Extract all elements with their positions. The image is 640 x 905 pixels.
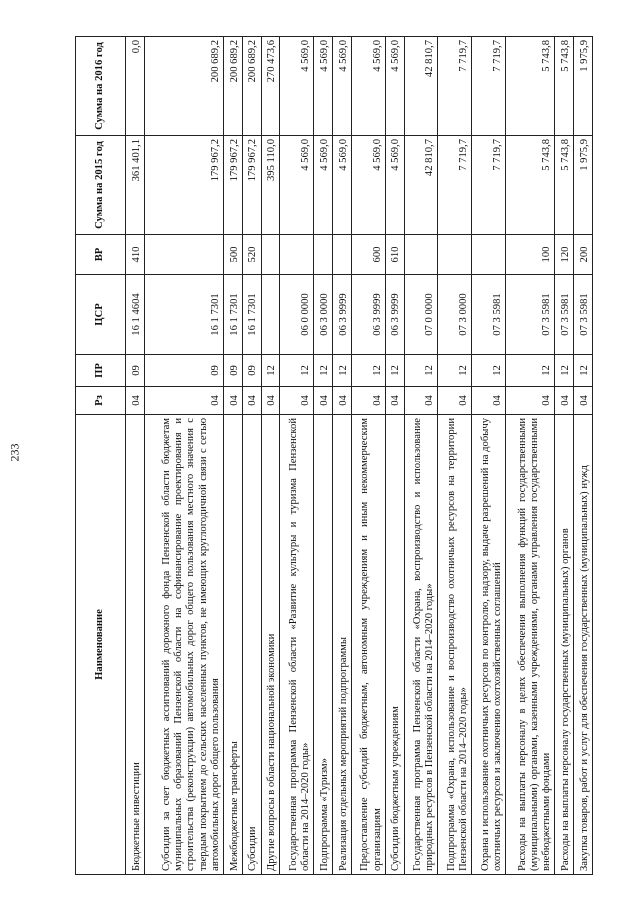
header-name: Наименование [76, 415, 126, 875]
cell-s2016: 5 743,8 [506, 37, 555, 136]
cell-rz: 04 [280, 387, 314, 415]
cell-csr: 16 1 7301 [242, 275, 261, 355]
cell-s2016: 200 689,2 [223, 37, 242, 136]
cell-name: Субсидии бюджетным учреждениям [385, 415, 404, 875]
cell-name: Государственная программа Пензенской области «Развитие культуры и туризма Пензенской области на 2014–2020 годы» [280, 415, 314, 875]
cell-vr [261, 235, 280, 275]
cell-rz: 04 [555, 387, 574, 415]
cell-rz: 04 [438, 387, 472, 415]
cell-vr: 520 [242, 235, 261, 275]
cell-s2016: 7 719,7 [438, 37, 472, 136]
header-csr: ЦСР [76, 275, 126, 355]
cell-s2016: 7 719,7 [472, 37, 506, 136]
cell-rz: 04 [351, 387, 385, 415]
cell-csr: 07 3 5981 [555, 275, 574, 355]
cell-csr: 16 1 7301 [144, 275, 223, 355]
cell-rz: 04 [126, 387, 145, 415]
cell-rz: 04 [261, 387, 280, 415]
cell-s2015: 4 569,0 [385, 136, 404, 235]
cell-s2015: 4 569,0 [333, 136, 352, 235]
page-number: 233 [7, 443, 22, 462]
cell-s2016: 5 743,8 [555, 37, 574, 136]
cell-s2015: 5 743,8 [506, 136, 555, 235]
cell-s2015: 361 401,1 [126, 136, 145, 235]
cell-vr [333, 235, 352, 275]
cell-name: Подпрограмма «Охрана, использование и воспроизводство охотничьих ресурсов на территории Пензенской области на 2014–2020 годы» [438, 415, 472, 875]
cell-pr: 12 [385, 355, 404, 387]
cell-pr: 12 [573, 355, 592, 387]
cell-name: Бюджетные инвестиции [126, 415, 145, 875]
cell-s2016: 200 689,2 [144, 37, 223, 136]
cell-s2015: 5 743,8 [555, 136, 574, 235]
table-row [333, 37, 352, 875]
cell-vr: 200 [573, 235, 592, 275]
cell-vr: 410 [126, 235, 145, 275]
cell-rz: 04 [223, 387, 242, 415]
cell-s2015: 7 719,7 [438, 136, 472, 235]
cell-s2015: 179 967,2 [242, 136, 261, 235]
cell-csr: 06 3 9999 [385, 275, 404, 355]
header-sum-2015: Сумма на 2015 год [76, 136, 126, 235]
cell-rz: 04 [333, 387, 352, 415]
table-row [506, 37, 555, 875]
header-sum-2016: Сумма на 2016 год [76, 37, 126, 136]
header-rz: Рз [76, 387, 126, 415]
table-row [314, 37, 333, 875]
cell-pr: 12 [351, 355, 385, 387]
cell-s2016: 200 689,2 [242, 37, 261, 136]
table-row [438, 37, 472, 875]
cell-s2015: 42 810,7 [404, 136, 438, 235]
cell-vr [404, 235, 438, 275]
cell-s2015: 7 719,7 [472, 136, 506, 235]
cell-s2015: 4 569,0 [280, 136, 314, 235]
cell-vr: 120 [555, 235, 574, 275]
cell-csr: 16 1 4604 [126, 275, 145, 355]
table-row [385, 37, 404, 875]
table-row [555, 37, 574, 875]
cell-pr: 12 [472, 355, 506, 387]
table-header-row [76, 37, 126, 875]
cell-pr: 12 [555, 355, 574, 387]
cell-csr: 06 3 9999 [333, 275, 352, 355]
cell-vr [280, 235, 314, 275]
cell-vr: 100 [506, 235, 555, 275]
table-row [242, 37, 261, 875]
table-row [261, 37, 280, 875]
cell-s2015: 1 975,9 [573, 136, 592, 235]
cell-csr [261, 275, 280, 355]
cell-rz: 04 [242, 387, 261, 415]
cell-rz: 04 [472, 387, 506, 415]
cell-s2016: 270 473,6 [261, 37, 280, 136]
cell-vr: 610 [385, 235, 404, 275]
cell-s2015: 179 967,2 [223, 136, 242, 235]
cell-vr: 600 [351, 235, 385, 275]
cell-name: Межбюджетные трансферты [223, 415, 242, 875]
cell-name: Субсидии за счет бюджетных ассигнований дорожного фонда Пензенской области бюджетам муниципальных образований Пензенской области на софинансирование проектирования и строительства (реконструкции) автомобильных дорог общего пользования местного значения с твердым покрытием до сельских населенных пунктов, не имеющих круглогодичной связи с сетью автомобильных дорог общего пользования [144, 415, 223, 875]
page-number-area [0, 0, 30, 905]
cell-vr [314, 235, 333, 275]
cell-s2016: 4 569,0 [385, 37, 404, 136]
cell-name: Субсидии [242, 415, 261, 875]
table-row [472, 37, 506, 875]
cell-name: Подпрограмма «Туризм» [314, 415, 333, 875]
cell-csr: 07 0 0000 [404, 275, 438, 355]
cell-name: Предоставление субсидий бюджетным, автономным учреждениям и иным некоммерческим организациям [351, 415, 385, 875]
table-row [404, 37, 438, 875]
cell-pr: 12 [438, 355, 472, 387]
cell-csr: 06 3 9999 [351, 275, 385, 355]
table-row [573, 37, 592, 875]
cell-s2016: 4 569,0 [333, 37, 352, 136]
cell-pr: 12 [261, 355, 280, 387]
cell-name: Закупка товаров, работ и услуг для обеспечения государственных (муниципальных) нужд [573, 415, 592, 875]
cell-pr: 12 [333, 355, 352, 387]
cell-s2015: 4 569,0 [351, 136, 385, 235]
cell-s2016: 1 975,9 [573, 37, 592, 136]
cell-pr: 09 [126, 355, 145, 387]
cell-csr: 16 1 7301 [223, 275, 242, 355]
cell-name: Реализация отдельных мероприятий подпрограммы [333, 415, 352, 875]
cell-s2016: 0,0 [126, 37, 145, 136]
cell-pr: 09 [144, 355, 223, 387]
cell-s2015: 4 569,0 [314, 136, 333, 235]
table-body [126, 37, 593, 875]
header-pr: ПР [76, 355, 126, 387]
cell-csr: 07 3 5981 [573, 275, 592, 355]
cell-rz: 04 [385, 387, 404, 415]
header-vr: ВР [76, 235, 126, 275]
cell-name: Другие вопросы в области национальной экономики [261, 415, 280, 875]
cell-rz: 04 [573, 387, 592, 415]
cell-s2015: 395 110,0 [261, 136, 280, 235]
cell-vr: 500 [223, 235, 242, 275]
budget-table-rotated [75, 37, 593, 875]
cell-vr [438, 235, 472, 275]
cell-rz: 04 [144, 387, 223, 415]
cell-name: Расходы на выплаты персоналу в целях обеспечения выполнения функций государственными (муниципальными) органами, казенными учреждениями, органами управления государственными внебюджетными фондами [506, 415, 555, 875]
cell-vr [144, 235, 223, 275]
cell-name: Расходы на выплаты персоналу государственных (муниципальных) органов [555, 415, 574, 875]
cell-csr: 07 3 0000 [438, 275, 472, 355]
budget-table [75, 36, 593, 875]
cell-s2015: 179 967,2 [144, 136, 223, 235]
cell-s2016: 4 569,0 [280, 37, 314, 136]
cell-rz: 04 [314, 387, 333, 415]
table-row [223, 37, 242, 875]
cell-pr: 09 [242, 355, 261, 387]
cell-pr: 09 [223, 355, 242, 387]
cell-rz: 04 [404, 387, 438, 415]
cell-s2016: 4 569,0 [314, 37, 333, 136]
cell-rz: 04 [506, 387, 555, 415]
table-row [351, 37, 385, 875]
cell-pr: 12 [280, 355, 314, 387]
cell-pr: 12 [506, 355, 555, 387]
cell-pr: 12 [404, 355, 438, 387]
cell-csr: 07 3 5981 [472, 275, 506, 355]
table-row [144, 37, 223, 875]
cell-pr: 12 [314, 355, 333, 387]
cell-csr: 06 0 0000 [280, 275, 314, 355]
table-row [280, 37, 314, 875]
cell-csr: 06 3 0000 [314, 275, 333, 355]
cell-name: Государственная программа Пензенской области «Охрана, воспроизводство и использование природных ресурсов в Пензенской области на 2014–2020 годы» [404, 415, 438, 875]
cell-s2016: 42 810,7 [404, 37, 438, 136]
cell-csr: 07 3 5981 [506, 275, 555, 355]
cell-s2016: 4 569,0 [351, 37, 385, 136]
cell-name: Охрана и использование охотничьих ресурсов по контролю, надзору, выдаче разрешений на добычу охотничьих ресурсов и заключению охотхозяйственных соглашений [472, 415, 506, 875]
table-row [126, 37, 145, 875]
cell-vr [472, 235, 506, 275]
